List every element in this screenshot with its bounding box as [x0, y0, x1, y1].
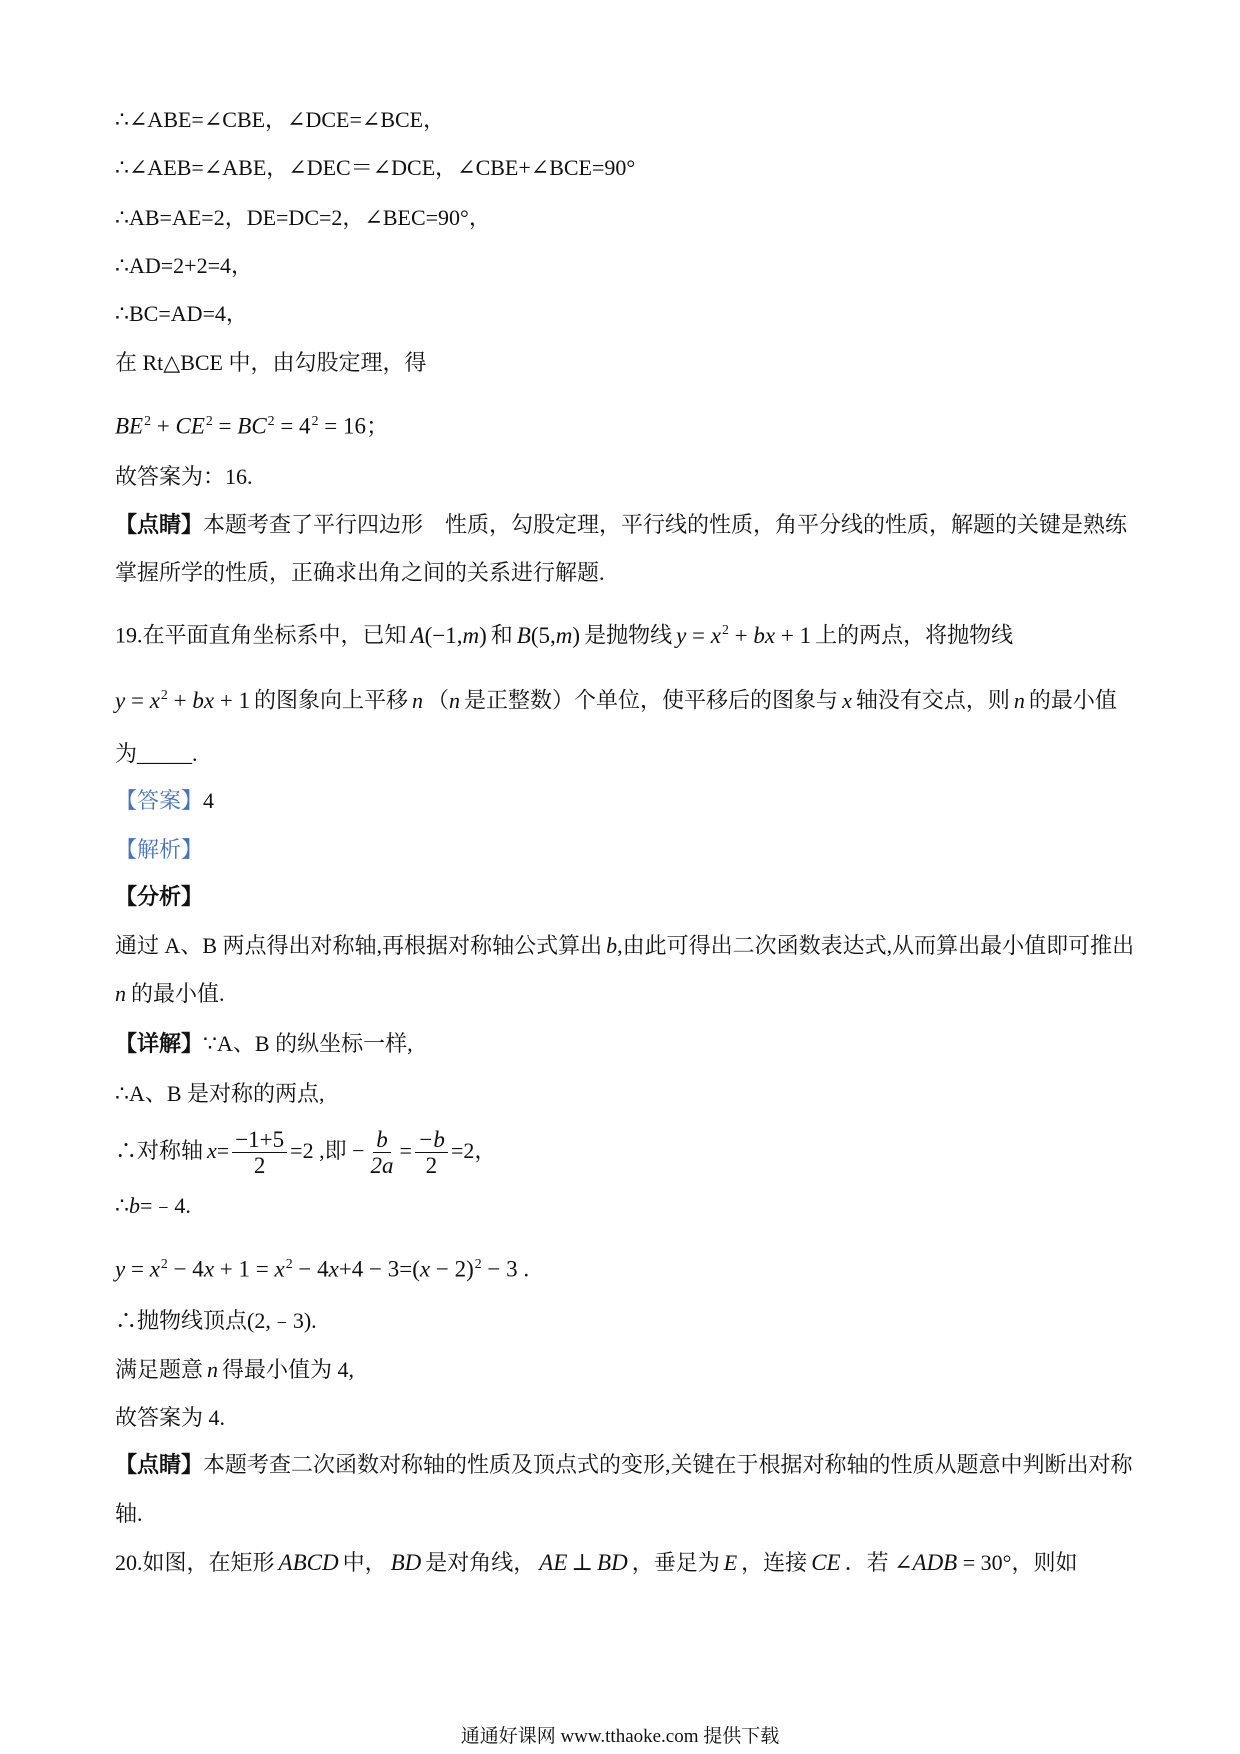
detail-line [115, 1191, 191, 1221]
final-answer: 故答案为 4. [115, 1405, 226, 1430]
question-text: 20.如图，在矩形 [115, 1550, 275, 1575]
question-text: ，连接 [741, 1550, 808, 1575]
math-variable: ABCD [278, 1550, 339, 1575]
analysis-text: ,由此可得出二次函数表达式,从而算出最小值即可推出 [617, 933, 1135, 958]
math-variable: n [207, 1357, 219, 1382]
math-operator: +4 − 3=( [338, 1256, 420, 1282]
solution-step: ∴AB=AE=2，DE=DC=2，∠BEC=90°， [115, 205, 491, 230]
comment-line: 掌握所学的性质，正确求出角之间的关系进行解题. [115, 560, 605, 585]
detail-text: 满足题意 [115, 1357, 204, 1382]
math-operator: + 1 [214, 687, 251, 713]
math-variable: E [723, 1550, 738, 1575]
question-text: 是对角线， [425, 1550, 536, 1575]
question-text: 轴没有交点，则 [855, 687, 1010, 713]
parabola-equation [115, 688, 250, 713]
math-operator: = [125, 1256, 150, 1282]
comment-line [115, 510, 1127, 540]
math-variable: x [207, 1138, 217, 1163]
superscript: 2 [160, 1256, 168, 1271]
question-text: = 30°，则如 [957, 1550, 1078, 1575]
question-text: 是抛物线 [584, 622, 673, 648]
solution-step: 在 Rt△BCE 中，由勾股定理，得 [115, 350, 427, 375]
fraction-numerator: b [373, 1127, 391, 1153]
math-variable: x [328, 1256, 339, 1282]
math-variable: AE [539, 1550, 568, 1575]
math-term: CE [175, 413, 205, 439]
math-text: =2 ,即 − [290, 1138, 365, 1163]
math-variable: CE [811, 1550, 841, 1575]
math-operator: + 1 [775, 622, 812, 648]
math-variable: BD [597, 1550, 628, 1575]
page-footer: 通通好课网 www.tthaoke.com 提供下载 [460, 1726, 780, 1747]
analysis-line [115, 931, 1134, 961]
math-operator: = [212, 413, 238, 439]
math-variable: B [516, 622, 531, 648]
detail-text: ∵A、B 的纵坐标一样, [203, 1031, 413, 1056]
detail-text: =﹣4. [140, 1193, 191, 1218]
detail-text: ∴ [115, 1193, 129, 1218]
math-operator: = [125, 687, 150, 713]
fraction-numerator: −1+5 [232, 1127, 287, 1153]
analysis-label: 【解析】 [115, 837, 204, 862]
superscript: 2 [311, 413, 319, 428]
math-operator: = [399, 1138, 412, 1163]
pythagoras-equation [115, 404, 389, 438]
math-variable: x [842, 687, 852, 713]
comment-line [115, 1450, 1133, 1480]
math-operator: − 3 . [481, 1256, 530, 1282]
question-text: 19.在平面直角坐标系中，已知 [115, 622, 407, 648]
point-a [411, 623, 487, 648]
question-19-stem-line [115, 678, 1117, 712]
point-b [517, 623, 580, 648]
comment-text: 本题考查二次函数对称轴的性质及顶点式的变形,关键在于根据对称轴的性质从题意中判断出对称 [203, 1452, 1133, 1477]
math-variable: n [449, 687, 461, 713]
analysis-line [115, 979, 225, 1009]
superscript: 2 [285, 1256, 293, 1271]
math-operator: + [151, 413, 176, 439]
question-text: ，垂足为 [631, 1550, 720, 1575]
math-variable: x [149, 687, 160, 713]
math-variable: x [274, 1256, 285, 1282]
math-operator: = 16； [318, 413, 389, 439]
final-answer: 故答案为：16. [115, 464, 253, 489]
detail-line: ∴A、B 是对称的两点, [115, 1081, 325, 1106]
perpendicular-symbol: ⊥ [571, 1550, 594, 1575]
superscript: 2 [160, 687, 168, 702]
math-operator: − 4 [292, 1256, 329, 1282]
math-variable: bx [192, 687, 215, 713]
math-operator: = [686, 622, 711, 648]
answer-label: 【答案】 [115, 788, 204, 813]
math-variable: x [149, 1256, 160, 1282]
math-variable: y [115, 1256, 126, 1282]
answer-line [115, 786, 214, 816]
analysis-heading: 【分析】 [115, 884, 204, 909]
math-text: ) [479, 622, 487, 648]
solution-step: ∴∠AEB=∠ABE，∠DEC＝∠DCE，∠CBE+∠BCE=90° [115, 155, 636, 180]
math-variable: BD [390, 1550, 422, 1575]
math-operator: + [728, 622, 754, 648]
question-text: 是正整数）个单位，使平移后的图象与 [464, 687, 839, 713]
math-operator: + [167, 687, 193, 713]
fraction-denominator: 2 [253, 1153, 266, 1179]
fraction [415, 1127, 448, 1178]
solution-step: ∴BC=AD=4， [115, 301, 248, 326]
question-text: 和 [490, 622, 513, 648]
answer-blank-line: 为_____. [115, 741, 198, 766]
axis-of-symmetry-equation [115, 1122, 496, 1180]
math-variable: x [419, 1256, 431, 1282]
math-variable: x [710, 622, 721, 648]
superscript: 2 [144, 413, 152, 428]
superscript: 2 [267, 413, 275, 428]
math-variable: m [555, 622, 573, 648]
math-operator: + 1 = [214, 1256, 275, 1282]
detail-line [115, 1355, 354, 1385]
question-text: 上的两点，将抛物线 [815, 622, 1014, 648]
math-text: =2， [450, 1138, 497, 1163]
fraction-numerator: −b [415, 1127, 448, 1153]
math-operator: − 2) [430, 1256, 474, 1282]
math-text: ) [572, 622, 581, 648]
math-operator: = 4 [274, 413, 311, 439]
question-text: （ [427, 687, 450, 713]
math-variable: y [115, 687, 126, 713]
answer-value: 4 [203, 788, 215, 813]
detail-heading: 【详解】 [115, 1031, 204, 1056]
math-term: BE [115, 413, 144, 439]
superscript: 2 [722, 622, 729, 637]
math-variable: n [412, 687, 424, 713]
math-variable: m [462, 622, 480, 648]
question-20-stem-line [115, 1546, 1077, 1580]
math-operator: − 4 [167, 1256, 204, 1282]
question-text: 中， [342, 1550, 387, 1575]
detail-text: 得最小值为 4, [222, 1357, 355, 1382]
fraction [367, 1127, 396, 1178]
analysis-text: 通过 A、B 两点得出对称轴,再根据对称轴公式算出 [115, 933, 603, 958]
superscript: 2 [205, 413, 213, 428]
math-variable: b [129, 1193, 140, 1218]
analysis-text: 的最小值. [131, 981, 225, 1006]
superscript: 2 [474, 1256, 482, 1271]
comment-tag: 【点睛】 [115, 512, 204, 537]
detail-text: ∴对称轴 [115, 1138, 204, 1163]
vertex-form-equation [115, 1247, 529, 1281]
math-variable: y [676, 622, 687, 648]
math-variable: bx [753, 622, 776, 648]
comment-line: 轴. [115, 1501, 143, 1526]
math-variable: x [203, 1256, 215, 1282]
fraction [232, 1127, 287, 1178]
solution-step: ∴∠ABE=∠CBE，∠DCE=∠BCE， [115, 107, 446, 132]
fraction-denominator: 2 [425, 1153, 438, 1179]
math-variable: A [410, 622, 425, 648]
fraction-denominator: 2a [370, 1153, 394, 1179]
math-variable: ADB [912, 1550, 958, 1575]
math-variable: b [606, 933, 618, 958]
math-term: BC [237, 413, 267, 439]
detail-line [115, 1029, 413, 1059]
question-19-stem-line [115, 613, 1013, 647]
solution-step: ∴AD=2+2=4， [115, 253, 253, 278]
math-variable: n [115, 981, 126, 1006]
comment-tag: 【点睛】 [115, 1452, 204, 1477]
math-operator: = [216, 1138, 230, 1163]
question-text: 的最小值 [1028, 687, 1117, 713]
question-text: ．若 ∠ [844, 1550, 913, 1575]
math-text: (−1, [424, 622, 463, 648]
math-variable: n [1013, 687, 1025, 713]
math-text: (5, [530, 622, 556, 648]
question-text: 的图象向上平移 [254, 687, 409, 713]
comment-text: 本题考查了平行四边形 性质，勾股定理，平行线的性质，角平分线的性质，解题的关键是熟练 [203, 512, 1128, 537]
detail-line: ∴抛物线顶点(2,﹣3). [115, 1308, 317, 1333]
parabola-equation [676, 623, 811, 648]
